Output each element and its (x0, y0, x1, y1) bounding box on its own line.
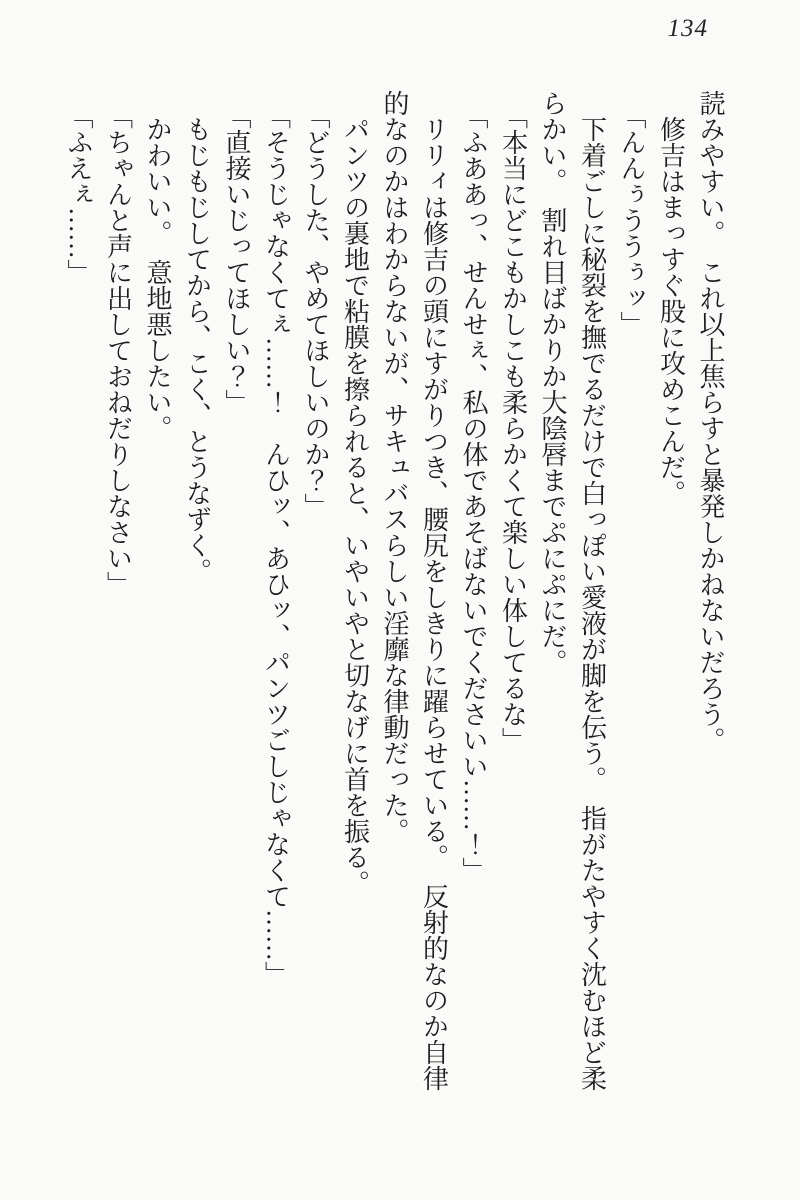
text-line: 「んんぅううぅッ」 (617, 103, 646, 337)
text-line: 読みやすい。 これ以上焦らすと暴発しかねないだろう。 (696, 90, 725, 753)
text-line: 的なのかはわからないが、サキュバスらしい淫靡な律動だった。 (380, 90, 409, 844)
text-line: らかい。 割れ目ばかりか大陰唇までぷにぷにだ。 (538, 90, 567, 675)
page-number: 134 (667, 15, 708, 42)
text-line: 「本当にどこもかしこも柔らかくて楽しい体してるな」 (498, 103, 528, 753)
text-line: 「どうした、やめてほしいのか？」 (301, 103, 330, 519)
text-line: 「直接いじってほしい？」 (222, 103, 251, 415)
text-line: 「そうじゃなくてぇ……！ んひッ、あひッ、パンツごしじゃなくて……」 (261, 103, 291, 987)
text-line: 下着ごしに秘裂を撫でるだけで白っぽい愛液が脚を伝う。 指がたやすく沈むほど柔 (577, 116, 607, 1091)
text-line: 「ちゃんと声に出しておねだりしなさい」 (103, 103, 133, 597)
text-line: 「ふああっ、せんせぇ、私の体であそばないでくださいい……！」 (459, 103, 488, 883)
text-line: パンツの裏地で粘膜を擦られると、いやいやと切なげに首を振る。 (340, 116, 370, 896)
text-line: もじもじしてから、こく、とうなずく。 (182, 116, 212, 584)
text-line: リリィは修吉の頭にすがりつき、腰尻をしきりに躍らせている。 反射的なのか自律 (419, 116, 449, 1091)
text-line: 修吉はまっすぐ股に攻めこんだ。 (656, 116, 686, 506)
text-line: 「ふえぇ……」 (64, 103, 93, 285)
text-block (59, 90, 731, 1120)
text-line: かわいい。 意地悪したい。 (143, 116, 172, 441)
